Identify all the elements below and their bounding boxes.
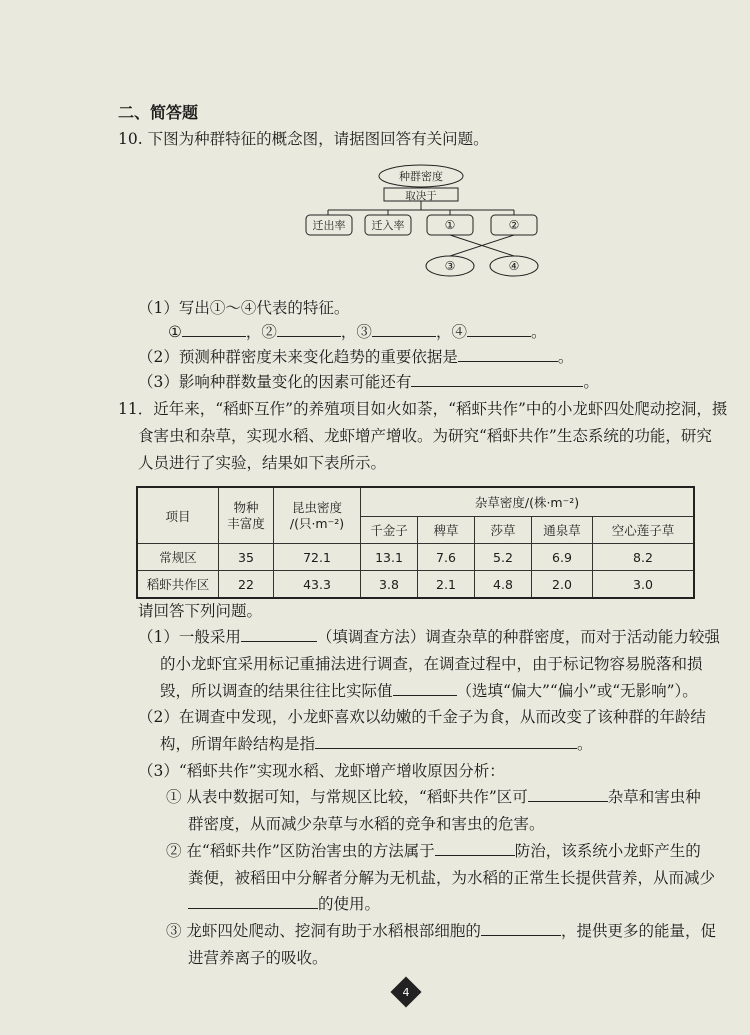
cell-weed: 3.0 <box>593 571 695 599</box>
th-insect-density: 昆虫密度 /(只·m⁻²) <box>274 487 361 544</box>
cell-species: 35 <box>219 544 274 571</box>
q11-s1-line2: 的小龙虾宜采用标记重捕法进行调查，在调查过程中，由于标记物容易脱落和损 <box>160 655 703 673</box>
cell-weed: 4.8 <box>475 571 532 599</box>
th-species: 物种 丰富度 <box>219 487 274 544</box>
row-name: 常规区 <box>137 544 219 571</box>
q10-sub2: （2）预测种群密度未来变化趋势的重要依据是 。 <box>138 348 574 366</box>
q11-s3-3-line2: 进营养离子的吸收。 <box>188 949 328 967</box>
q10-sub3: （3）影响种群数量变化的因素可能还有 。 <box>138 373 599 391</box>
th-weed-density: 杂草密度/(株·m⁻²) <box>361 487 695 517</box>
row-name: 稻虾共作区 <box>137 571 219 599</box>
q11-s3-1-line2: 群密度，从而减少杂草与水稻的竞争和害虫的危害。 <box>188 815 545 833</box>
q11-s1-line1: （1）一般采用 （填调查方法）调查杂草的种群密度，而对于活动能力较强 <box>138 628 720 646</box>
q11-s3: （3）“稻虾共作”实现水稻、龙虾增产增收原因分析： <box>138 762 505 780</box>
q11-ask: 请回答下列问题。 <box>138 602 263 620</box>
q11-line2: 食害虫和杂草，实现水稻、龙虾增产增收。为研究“稻虾共作”生态系统的功能，研究 <box>138 427 712 445</box>
th-weed-name: 莎草 <box>475 517 532 544</box>
q10-stem: 10. 下图为种群特征的概念图，请据图回答有关问题。 <box>118 130 489 148</box>
diagram-ellipse-4: ④ <box>508 259 520 273</box>
cell-weed: 8.2 <box>593 544 695 571</box>
diagram-box-immigration: 迁入率 <box>371 219 405 232</box>
th-weed-name: 稗草 <box>418 517 475 544</box>
survey-results-table <box>136 486 695 599</box>
th-weed-name: 千金子 <box>361 517 418 544</box>
page-number: 4 <box>392 978 420 1006</box>
q11-line3: 人员进行了实验，结果如下表所示。 <box>138 454 387 472</box>
cell-species: 22 <box>219 571 274 599</box>
q11-s2-line2: 构，所谓年龄结构是指 。 <box>160 735 593 753</box>
q11-s3-2-line1: ② 在“稻虾共作”区防治害虫的方法属于 防治，该系统小龙虾产生的 <box>166 842 701 860</box>
q11-line1: 11．近年来，“稻虾互作”的养殖项目如火如荼，“稻虾共作”中的小龙虾四处爬动挖洞，摄 <box>118 400 728 418</box>
diagram-link-label: 取决于 <box>405 190 437 202</box>
q11-s3-2-line3: 的使用。 <box>188 894 380 914</box>
section-title: 二、简答题 <box>118 103 199 122</box>
q11-s2-line1: （2）在调查中发现，小龙虾喜欢以幼嫩的千金子为食，从而改变了该种群的年龄结 <box>138 708 706 726</box>
diagram-box-2: ② <box>508 218 520 232</box>
cell-weed: 2.1 <box>418 571 475 599</box>
diagram-box-1: ① <box>444 218 456 232</box>
diagram-box-emigration: 迁出率 <box>312 219 346 232</box>
q11-s3-3-line1: ③ 龙虾四处爬动、挖洞有助于水稻根部细胞的 ，提供更多的能量，促 <box>166 922 716 940</box>
q11-s3-1-line1: ① 从表中数据可知，与常规区比较，“稻虾共作”区可 杂草和害虫种 <box>166 788 701 806</box>
population-concept-diagram <box>298 158 548 290</box>
table-row <box>137 571 694 599</box>
diagram-ellipse-3: ③ <box>444 259 456 273</box>
table-row <box>137 544 694 571</box>
cell-weed: 7.6 <box>418 544 475 571</box>
th-weed-name: 空心莲子草 <box>593 517 695 544</box>
cell-weed: 5.2 <box>475 544 532 571</box>
th-weed-name: 通泉草 <box>532 517 593 544</box>
cell-weed: 2.0 <box>532 571 593 599</box>
cell-insect: 72.1 <box>274 544 361 571</box>
q11-s1-line3: 毁，所以调查的结果往往比实际值 （选填“偏大”“偏小”或“无影响”）。 <box>160 682 698 700</box>
cell-weed: 13.1 <box>361 544 418 571</box>
cell-weed: 6.9 <box>532 544 593 571</box>
cell-weed: 3.8 <box>361 571 418 599</box>
q11-s3-2-line2: 粪便，被稻田中分解者分解为无机盐，为水稻的正常生长提供营养，从而减少 <box>188 869 716 887</box>
diagram-top-label: 种群密度 <box>399 170 443 183</box>
q10-sub1: （1）写出①～④代表的特征。 <box>138 299 350 317</box>
th-item: 项目 <box>137 487 219 544</box>
cell-insect: 43.3 <box>274 571 361 599</box>
q10-sub1-blanks: ① ，② ，③ ，④ 。 <box>168 323 547 341</box>
